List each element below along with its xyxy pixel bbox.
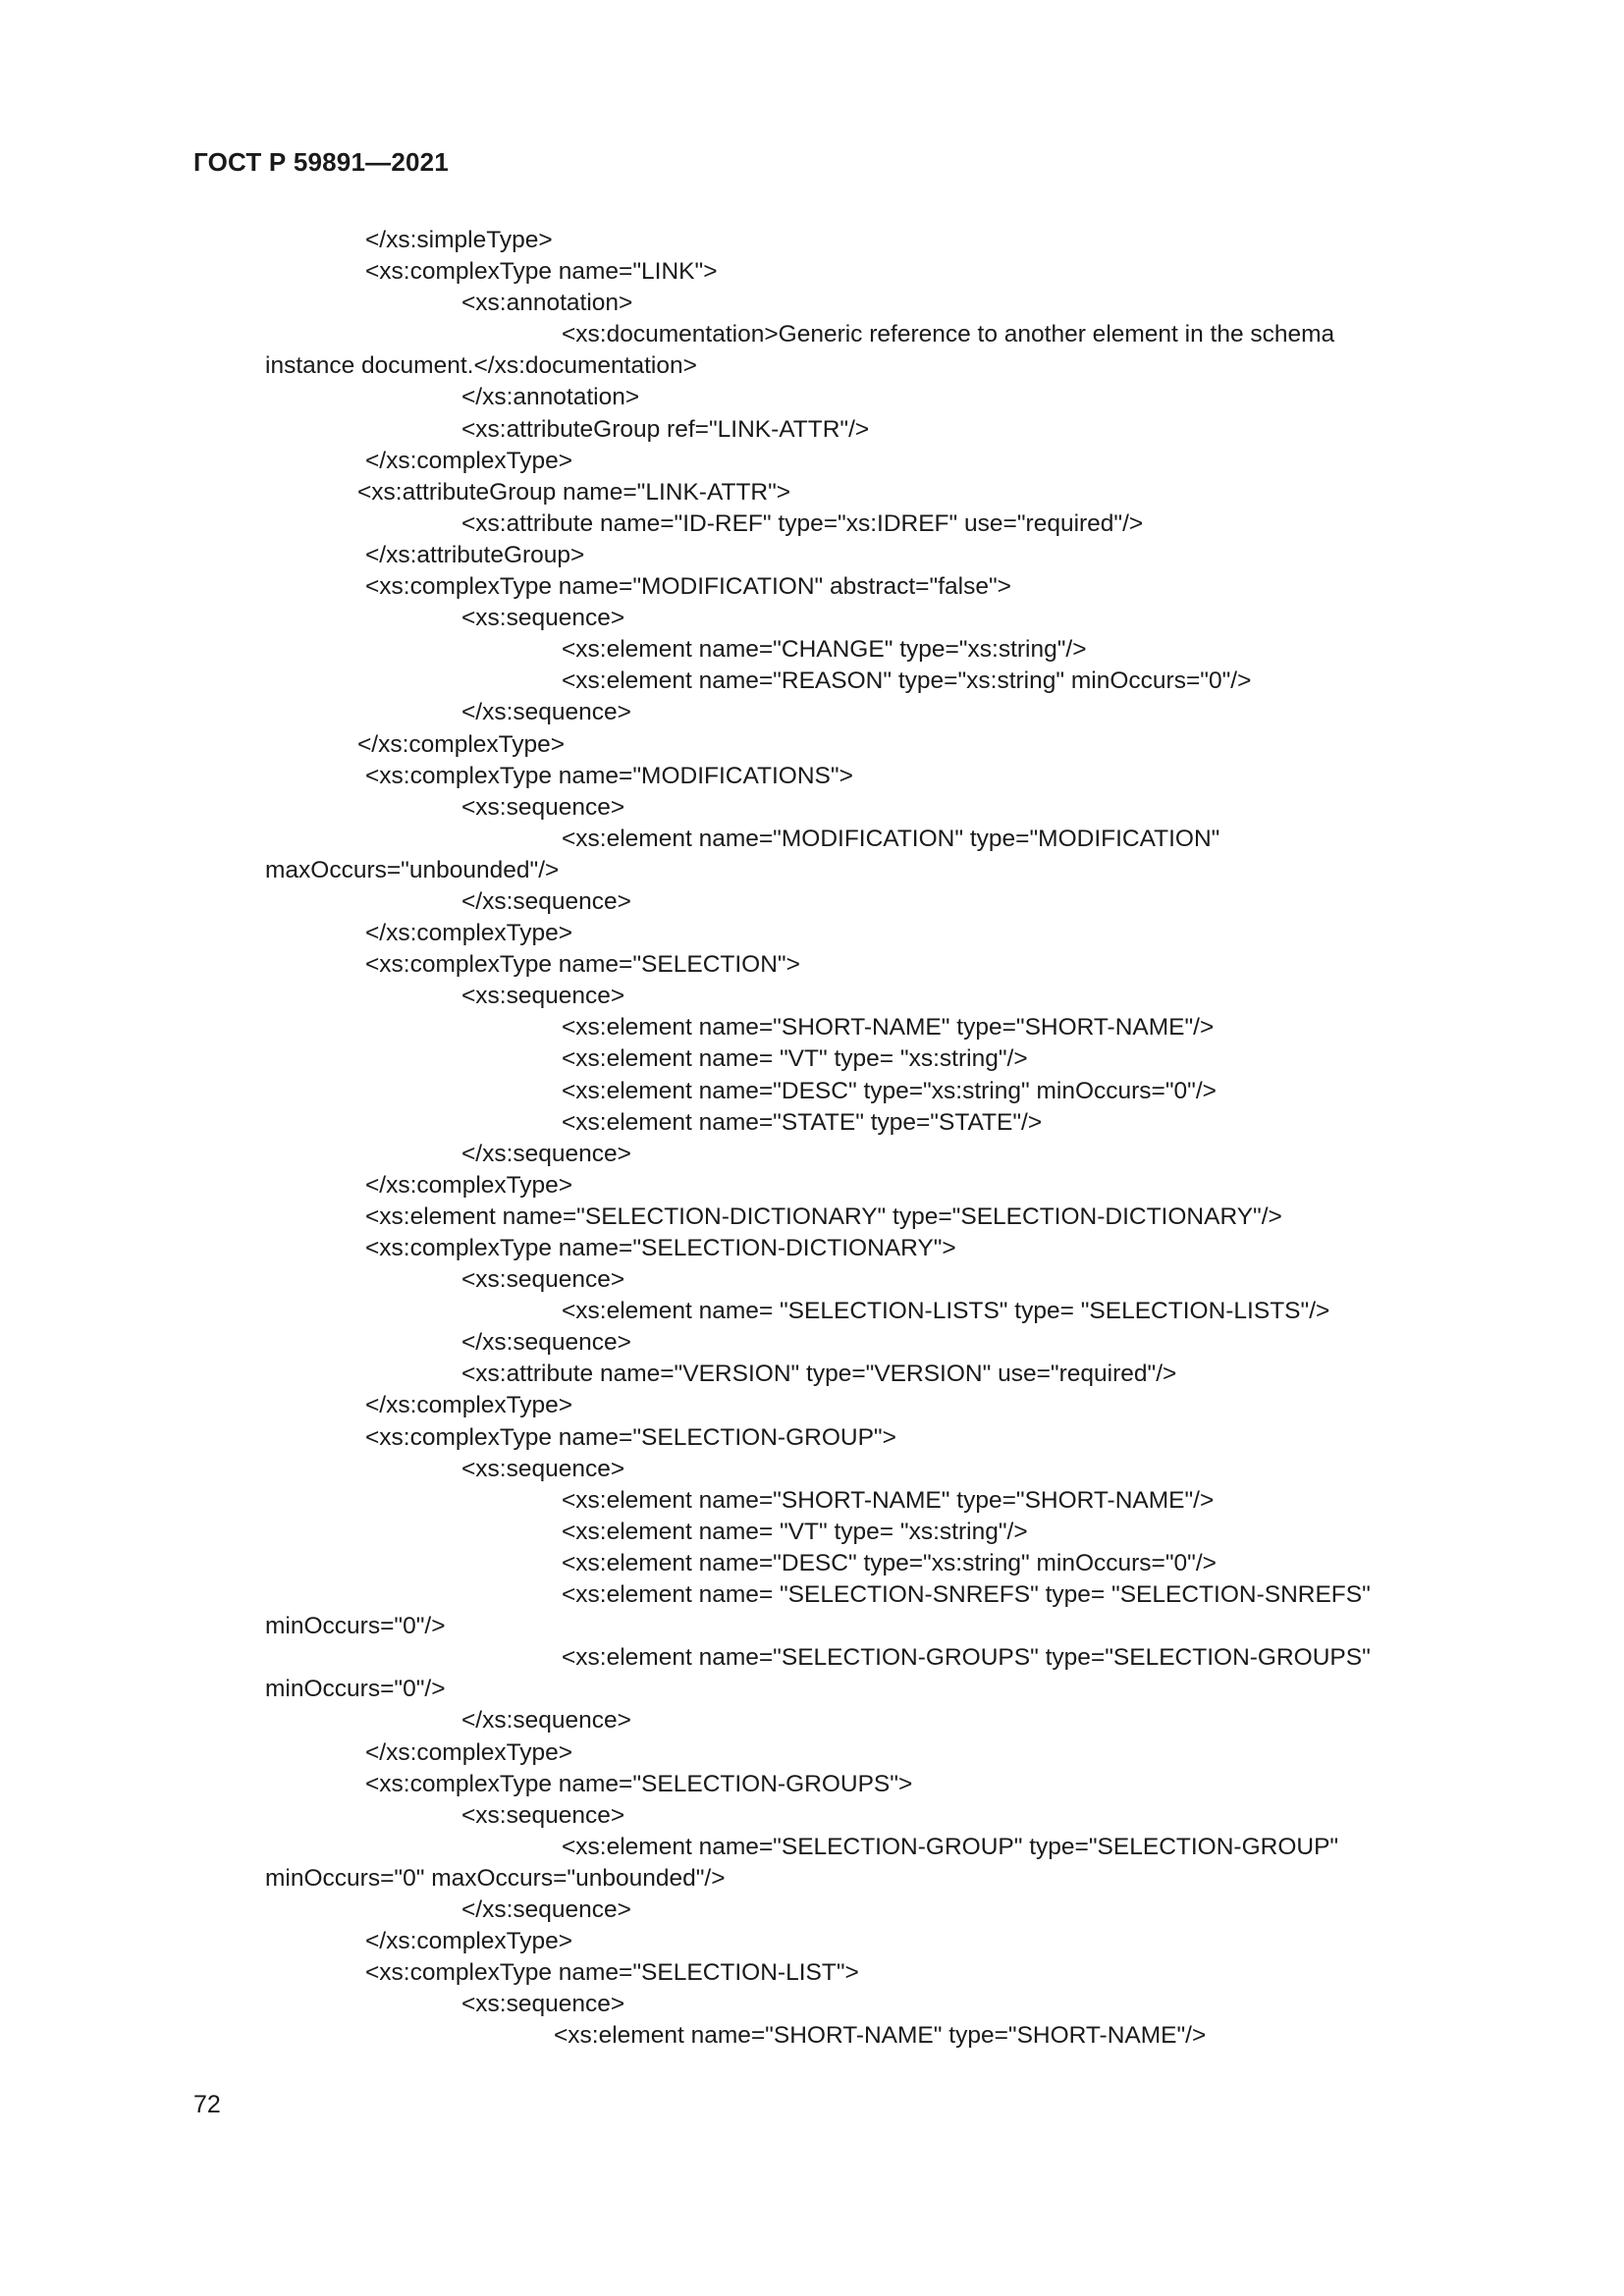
code-line: <xs:complexType name="SELECTION-GROUP">: [365, 1423, 896, 1451]
code-line: </xs:sequence>: [461, 699, 631, 726]
xml-schema-code-listing: [0, 225, 1624, 2052]
code-line: </xs:attributeGroup>: [365, 541, 585, 568]
code-line: <xs:attribute name="VERSION" type="VERSION" use="required"/>: [461, 1361, 1177, 1388]
code-line: </xs:simpleType>: [365, 227, 553, 253]
code-line: minOccurs="0" maxOccurs="unbounded"/>: [265, 1864, 726, 1892]
code-line: </xs:complexType>: [365, 920, 573, 947]
code-line: <xs:complexType name="SELECTION">: [365, 951, 800, 979]
code-line: <xs:element name="REASON" type="xs:string" minOccurs="0"/>: [562, 667, 1252, 695]
code-line: </xs:complexType>: [365, 1171, 573, 1199]
code-line: <xs:annotation>: [461, 290, 633, 317]
code-line: <xs:attributeGroup ref="LINK-ATTR"/>: [461, 415, 870, 443]
code-line: <xs:element name="MODIFICATION" type="MODIFICATION": [562, 825, 1220, 852]
code-line: </xs:sequence>: [461, 1707, 631, 1735]
code-line: </xs:complexType>: [365, 1738, 573, 1766]
code-line: <xs:complexType name="SELECTION-LIST">: [365, 1959, 859, 1987]
code-line: <xs:element name="DESC" type="xs:string" minOccurs="0"/>: [562, 1549, 1217, 1576]
code-line: <xs:complexType name="SELECTION-DICTIONARY">: [365, 1235, 956, 1261]
code-line: </xs:complexType>: [365, 447, 573, 474]
code-line: <xs:complexType name="MODIFICATION" abstract="false">: [365, 573, 1011, 601]
code-line: instance document.</xs:documentation>: [265, 352, 697, 380]
code-line: <xs:sequence>: [461, 1801, 625, 1829]
code-line: <xs:element name= "VT" type= "xs:string"/>: [562, 1518, 1028, 1545]
code-line: minOccurs="0"/>: [265, 1613, 446, 1640]
code-line: minOccurs="0"/>: [265, 1676, 446, 1703]
code-line: </xs:annotation>: [461, 384, 640, 411]
code-line: <xs:sequence>: [461, 1455, 625, 1482]
code-line: <xs:element name="STATE" type="STATE"/>: [562, 1108, 1043, 1136]
code-line: <xs:element name="CHANGE" type="xs:string"/>: [562, 636, 1087, 664]
code-line: <xs:element name="SHORT-NAME" type="SHORT-NAME"/>: [562, 1486, 1215, 1514]
code-line: <xs:attributeGroup name="LINK-ATTR">: [357, 478, 791, 506]
code-line: </xs:complexType>: [357, 730, 566, 758]
code-line: </xs:sequence>: [461, 887, 631, 915]
code-line: <xs:element name= "SELECTION-SNREFS" type= "SELECTION-SNREFS": [562, 1581, 1371, 1609]
code-line: <xs:sequence>: [461, 605, 625, 632]
code-line: <xs:complexType name="LINK">: [365, 258, 718, 286]
code-line: <xs:complexType name="MODIFICATIONS">: [365, 762, 853, 789]
code-line: <xs:sequence>: [461, 983, 625, 1010]
page-number: 72: [193, 2091, 221, 2118]
standard-designation-header: ГОСТ Р 59891—2021: [193, 147, 449, 177]
code-line: </xs:sequence>: [461, 1896, 631, 1923]
code-line: <xs:element name= "SELECTION-LISTS" type= "SELECTION-LISTS"/>: [562, 1298, 1330, 1325]
code-line: </xs:complexType>: [365, 1928, 573, 1955]
code-line: </xs:sequence>: [461, 1329, 631, 1357]
code-line: <xs:element name="SELECTION-GROUPS" type="SELECTION-GROUPS": [562, 1644, 1371, 1672]
code-line: <xs:sequence>: [461, 793, 625, 821]
code-line: <xs:sequence>: [461, 1991, 625, 2018]
code-line: <xs:element name="SELECTION-GROUP" type="SELECTION-GROUP": [562, 1833, 1339, 1860]
code-line: <xs:element name="SHORT-NAME" type="SHORT-NAME"/>: [554, 2022, 1207, 2050]
code-line: </xs:sequence>: [461, 1140, 631, 1167]
code-line: </xs:complexType>: [365, 1392, 573, 1419]
code-line: <xs:documentation>Generic reference to another element in the schema: [562, 321, 1335, 348]
code-line: <xs:element name= "VT" type= "xs:string"/>: [562, 1045, 1028, 1073]
code-line: <xs:sequence>: [461, 1266, 625, 1294]
code-line: <xs:element name="SELECTION-DICTIONARY" type="SELECTION-DICTIONARY"/>: [365, 1202, 1282, 1230]
code-line: maxOccurs="unbounded"/>: [265, 856, 560, 883]
code-line: <xs:complexType name="SELECTION-GROUPS">: [365, 1770, 913, 1797]
code-line: <xs:attribute name="ID-REF" type="xs:IDREF" use="required"/>: [461, 509, 1144, 537]
code-line: <xs:element name="DESC" type="xs:string" minOccurs="0"/>: [562, 1077, 1217, 1104]
code-line: <xs:element name="SHORT-NAME" type="SHORT-NAME"/>: [562, 1014, 1215, 1041]
